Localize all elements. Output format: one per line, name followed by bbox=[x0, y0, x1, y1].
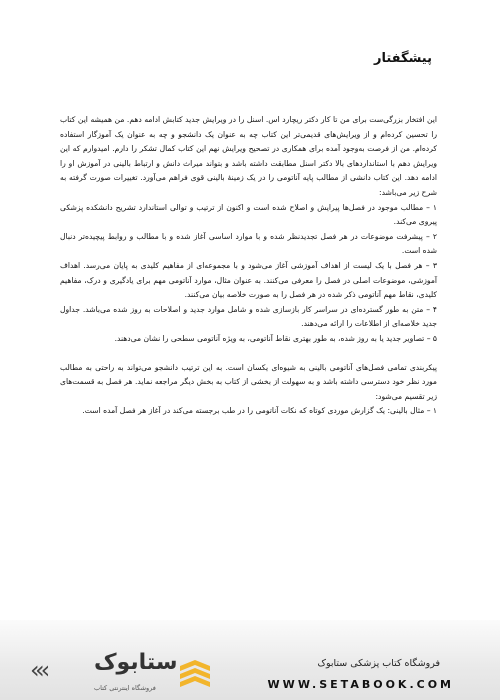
list-item: ۱ – مطالب موجود در فصل‌ها پیرایش و اصلاح شده است و اکنون از ترتیب و توالی استاندارد تشریح دانشکده پزشکی پیروی می‌کند. bbox=[60, 202, 437, 227]
logo-arrows-icon: «‹ bbox=[30, 656, 47, 684]
spacer bbox=[60, 347, 437, 361]
store-logo bbox=[30, 650, 210, 698]
list-item: ۳ – هر فصل با یک لیست از اهداف آموزشی آغاز می‌شود و با مجموعه‌ای از مفاهیم کلیدی به پایان می‌رسد. اهداف آموزشی، موضوعات اصلی در فصل را معرفی می‌کنند. به عنوان مثال، موارد آناتومی مهم برای یادگیری و درک، مفاهیم کلیدی، نقاط مهم آناتومی ذکر شده در هر فصل را به صورت خلاصه بیان می‌کنند. bbox=[60, 260, 437, 300]
store-name: فروشگاه کتاب پزشکی ستابوک bbox=[317, 658, 440, 669]
list-item: ۴ – متن به طور گسترده‌ای در سراسر کار بازسازی شده و شامل موارد جدید و اصلاحات به روز شده می‌باشد. جداول جدید خلاصه‌ای از اطلاعات را ارائه می‌دهند. bbox=[60, 304, 437, 329]
logo-chevrons-icon bbox=[178, 658, 212, 690]
logo-subtitle: فروشگاه اینترنتی کتاب bbox=[94, 684, 156, 692]
store-url[interactable]: WWW.SETABOOK.COM bbox=[267, 678, 454, 691]
logo-wordmark: ستابوک bbox=[94, 650, 178, 675]
page-title: پیشگفتار bbox=[373, 51, 432, 66]
paragraph: این افتخار بزرگی‌ست برای من تا کار دکتر ریچارد اس. اسنل را در ویرایش جدید کتابش ادامه دهم. من همیشه این کتاب را تحسین کرده‌ام و از ویرایش‌های قدیمی‌تر این کتاب چه به عنوان یک دانشجو و چه به عنوان یک آموزگار استفاده کرده‌ام. من از فرصت به‌وجود آمده برای همکاری در تصحیح ویرایش نهم این کتاب کمال تشکر را دارم. امیدوارم که این ویرایش دهم با استانداردهای بالا دکتر اسنل مطابقت داشته باشد و بتواند میراث دانش و ارتباط بالینی در آموزش او را ادامه دهد. این کتاب دانشی از مطالب پایه آناتومی را در یک زمینهٔ بالینی قوی فراهم می‌آورد. تغییرات صورت گرفته به شرح زیر می‌باشد: bbox=[60, 115, 437, 197]
list-item: ۲ – پیشرفت موضوعات در هر فصل تجدیدنظر شده و با موارد اساسی آغاز شده و با مطالب و روابط پیچیده‌تر دنبال شده است. bbox=[60, 231, 437, 256]
list-item: ۱ – مثال بالینی: یک گزارش موردی کوتاه که نکات آناتومی را در طب برجسته می‌کند در آغاز هر فصل آمده است. bbox=[82, 406, 437, 416]
paragraph: پیکربندی تمامی فصل‌های آناتومی بالینی به شیوه‌ای یکسان است. به این ترتیب دانشجو می‌تواند به راحتی به مطالب مورد نظر خود دسترسی داشته باشد و به سهولت از بخشی از کتاب به بخش دیگر مراجعه نماید. هر فصل به قسمت‌های زیر تقسیم می‌شود: bbox=[60, 362, 437, 401]
body-text bbox=[60, 113, 437, 419]
list-item: ۵ – تصاویر جدید یا به روز شده، به طور بهتری نقاط آناتومی، به ویژه آناتومی سطحی را نشان می‌دهند. bbox=[114, 333, 437, 343]
